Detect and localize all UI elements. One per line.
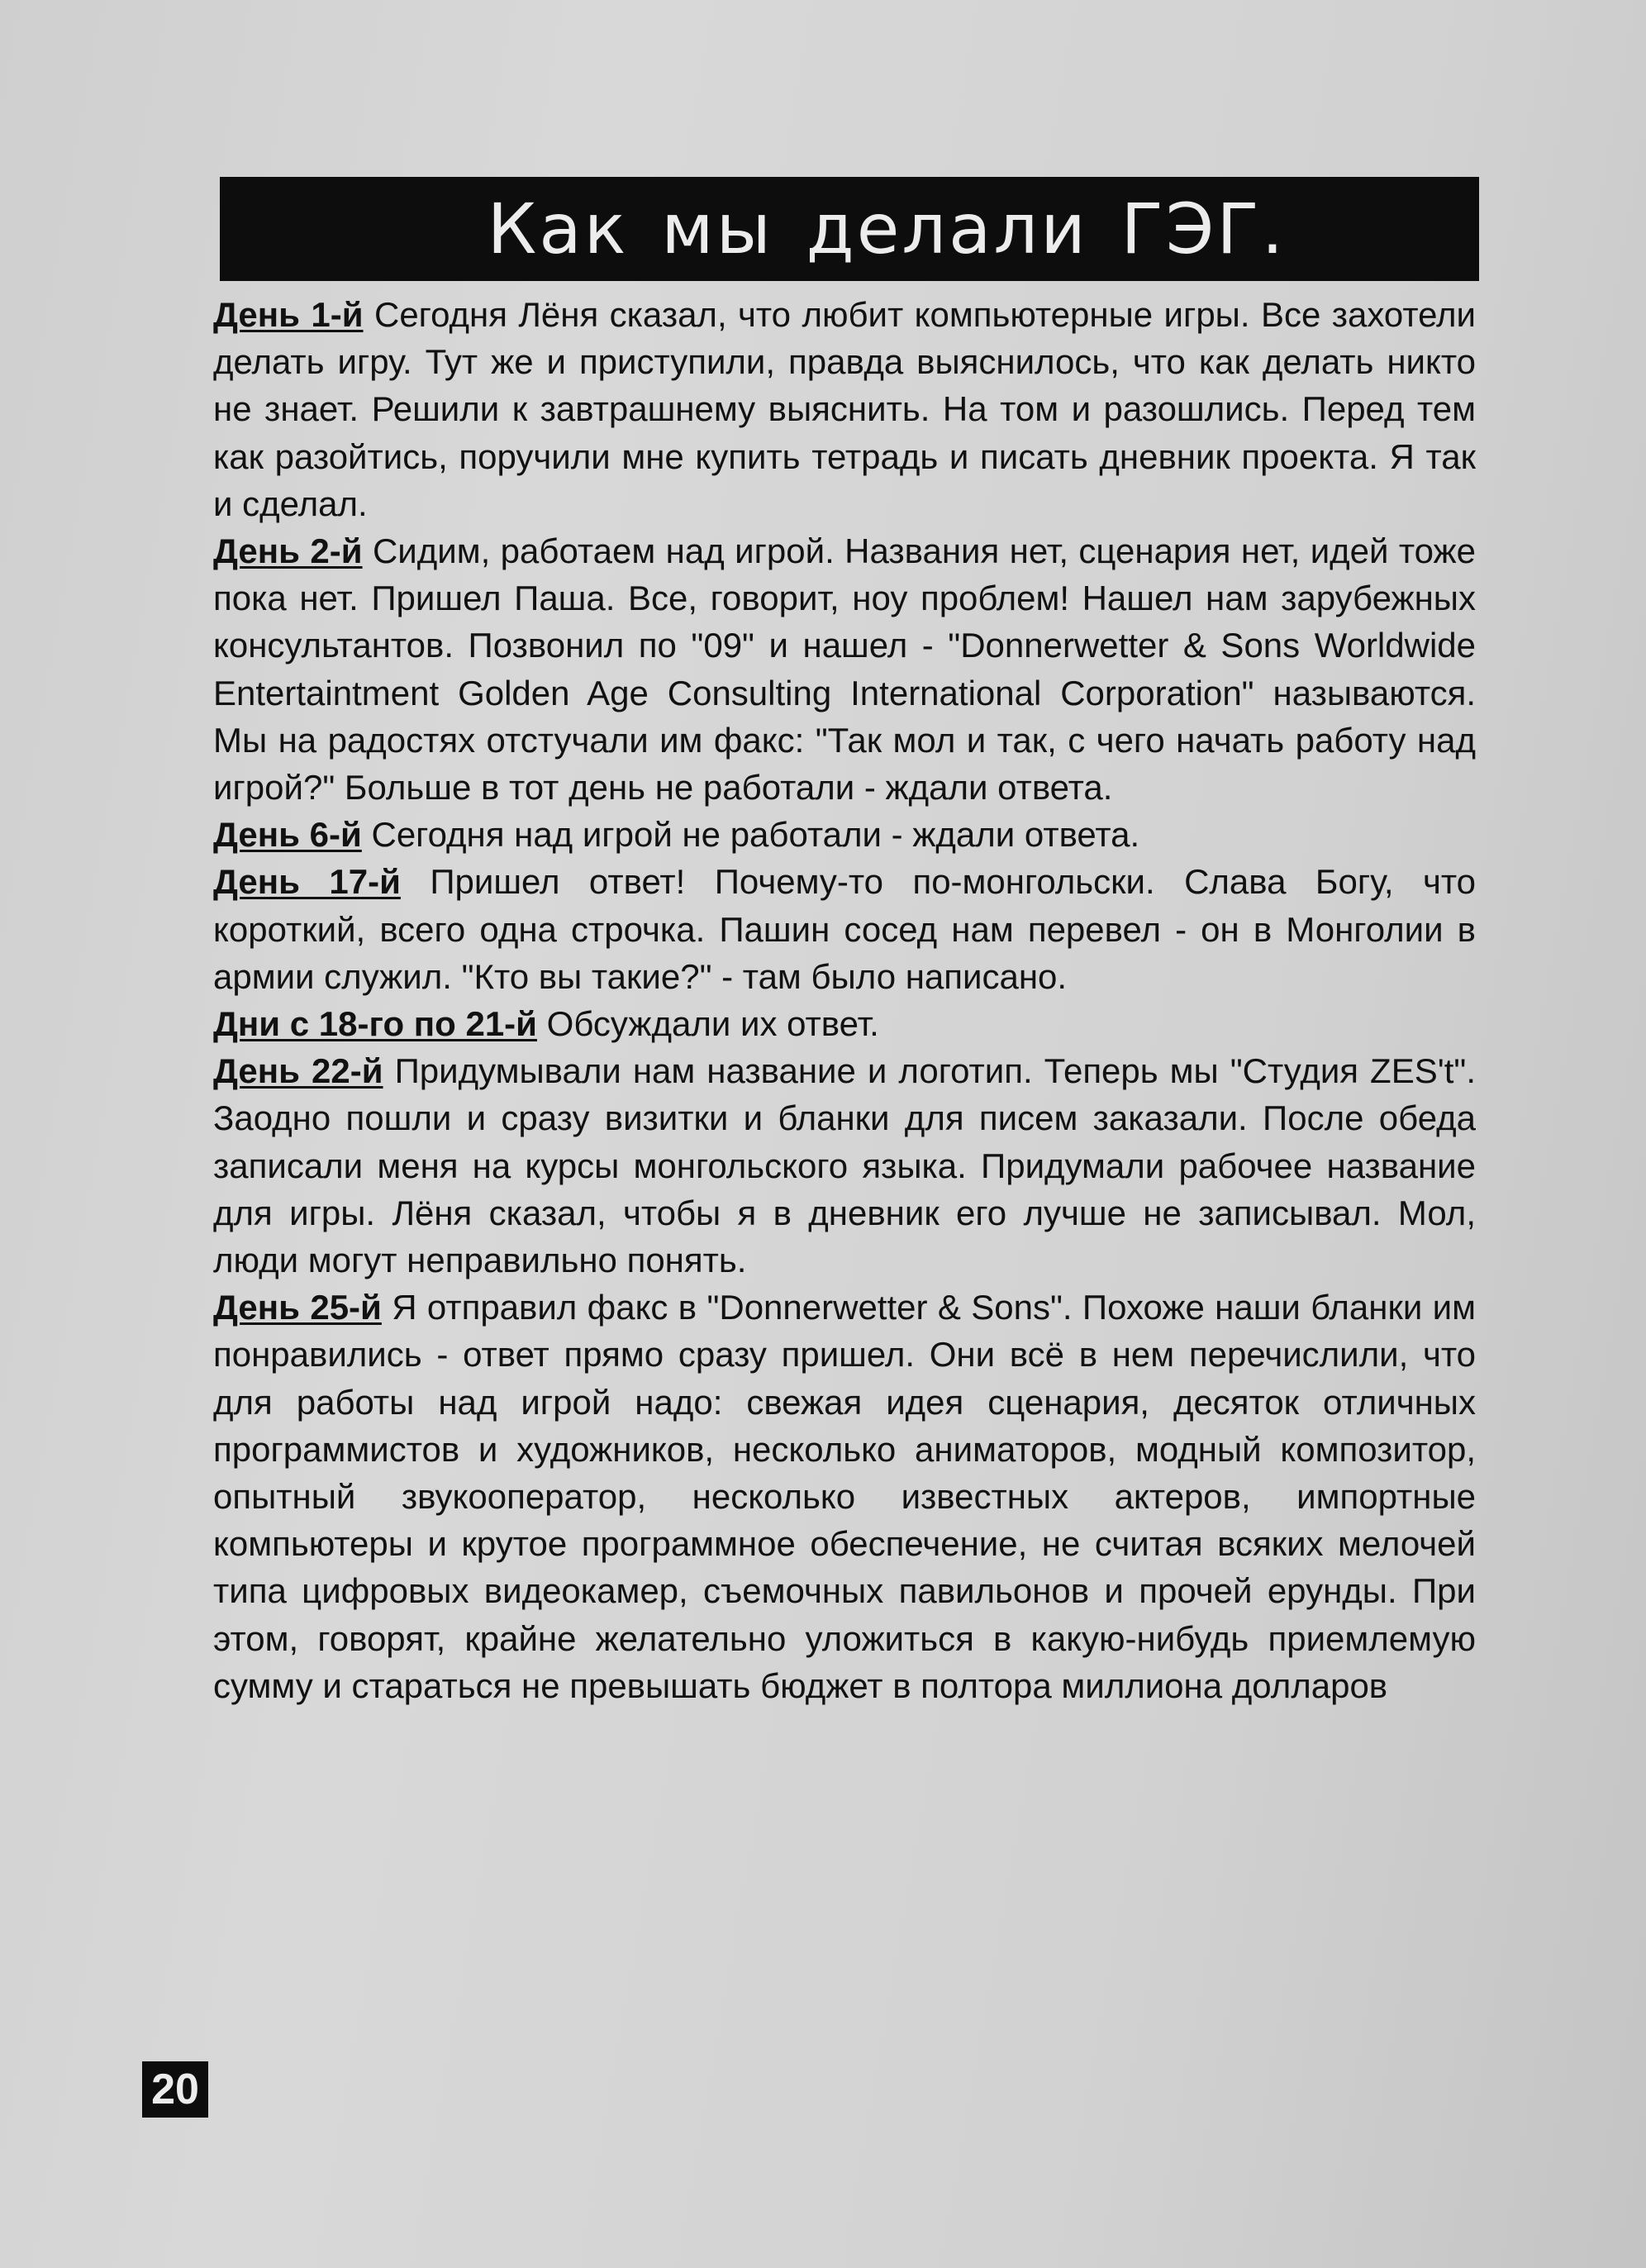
diary-text <box>213 291 1476 1709</box>
entry-text: Сегодня Лёня сказал, что любит компьютерные игры. Все захотели делать игру. Тут же и приступили, правда выяснилось, что как делать никто не знает. Решили к завтрашнему выяснить. На том и разошлись. Перед тем как разойтись, поручили мне купить тетрадь и писать дневник проекта. Я так и сделал. <box>213 295 1477 523</box>
diary-entry-day-2 <box>213 527 1476 811</box>
diary-entry-days-18-21 <box>213 1000 1476 1047</box>
entry-label: День 25-й <box>213 1288 382 1327</box>
diary-entry-day-17 <box>213 858 1476 1000</box>
entry-label: День 17-й <box>213 862 401 902</box>
diary-entry-day-22 <box>213 1047 1476 1284</box>
entry-text: Сегодня над игрой не работали - ждали ответа. <box>371 815 1140 855</box>
page-number: 20 <box>142 2061 208 2118</box>
entry-label: День 6-й <box>213 815 362 855</box>
entry-text: Обсуждали их ответ. <box>546 1004 879 1044</box>
entry-text: Пришел ответ! Почему-то по-монгольски. Слава Богу, что короткий, всего одна строчка. Пашин сосед нам перевел - он в Монголии в армии служил. "Кто вы такие?" - там было написано. <box>213 862 1477 996</box>
entry-label: День 2-й <box>213 531 363 571</box>
entry-label: День 22-й <box>213 1051 383 1091</box>
diary-entry-day-1 <box>213 291 1476 527</box>
entry-text: Придумывали нам название и логотип. Теперь мы "Студия ZES't". Заодно пошли и сразу визитки и бланки для писем заказали. После обеда записали меня на курсы монгольского языка. Придумали рабочее название для игры. Лёня сказал, чтобы я в дневник его лучше не записывал. Мол, люди могут неправильно понять. <box>213 1051 1477 1280</box>
entry-text: Я отправил факс в "Donnerwetter & Sons". Похоже наши бланки им понравились - ответ прямо сразу пришел. Они всё в нем перечислили, что для работы над игрой надо: свежая идея сценария, десяток отличных программистов и художников, несколько аниматоров, модный композитор, опытный звукооператор, несколько известных актеров, импортные компьютеры и крутое программное обеспечение, не считая всяких мелочей типа цифровых видеокамер, съемочных павильонов и прочей ерунды. При этом, говорят, крайне желательно уложиться в какую-нибудь приемлемую сумму и стараться не превышать бюджет в полтора миллиона долларов <box>213 1288 1476 1705</box>
entry-label: Дни с 18-го по 21-й <box>213 1004 537 1044</box>
diary-entry-day-25 <box>213 1284 1476 1709</box>
diary-entry-day-6 <box>213 811 1476 858</box>
title-banner <box>220 177 1479 281</box>
entry-text: Сидим, работаем над игрой. Названия нет, сценария нет, идей тоже пока нет. Пришел Паша. Все, говорит, ноу проблем! Нашел нам зарубежных консультантов. Позвонил по "09" и нашел - "Donnerwetter & Sons Worldwide Entertaintment Golden Age Consulting International Corporation" называются. Мы на радостях отстучали им факс: "Так мол и так, с чего начать работу над игрой?" Больше в тот день не работали - ждали ответа. <box>213 531 1477 808</box>
entry-label: День 1-й <box>213 295 364 334</box>
page-title: Как мы делали ГЭГ. <box>487 188 1287 269</box>
